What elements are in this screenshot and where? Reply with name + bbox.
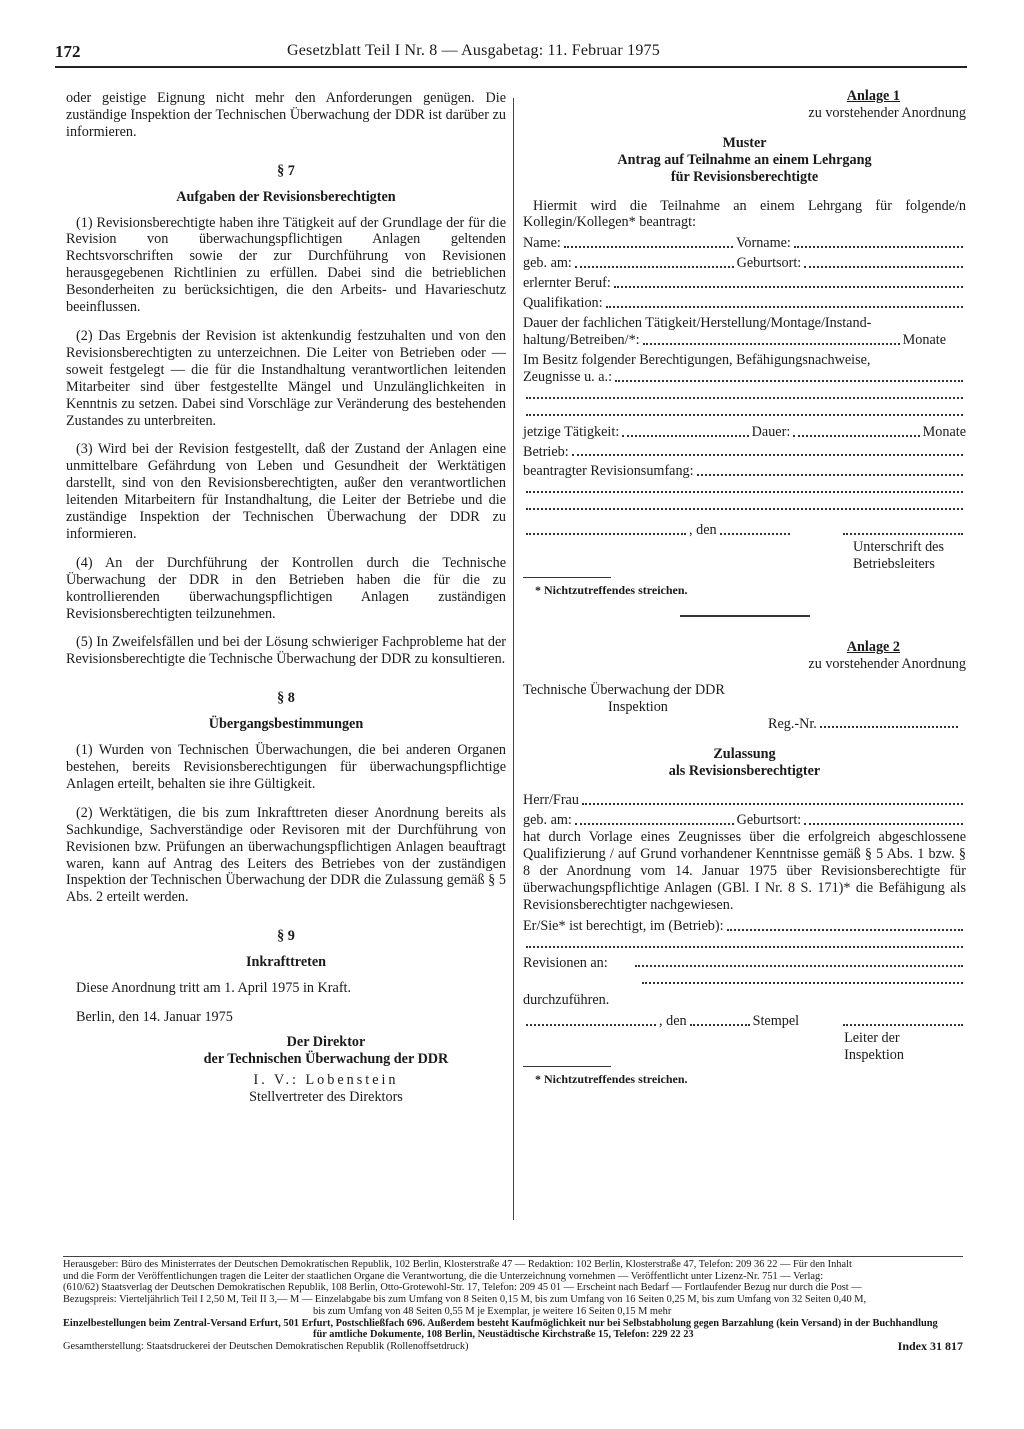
s8-paragraph-2: (2) Werktätigen, die bis zum Inkrafttreten dieser Anordnung bereits als Sachkundige, Sachverständige oder Revisoren mit der Durchführung von Revisionen bzw. Prüfungen an überwachungspflichtigen Anlagen beauftragt waren, kann auf Antrag des Leiters des Betriebes von der zuständigen Inspektion der Technischen Überwachung der DDR die Zulassung gemäß § 5 Abs. 2 erteilt werden.	[66, 804, 506, 906]
section-8-number: § 8	[277, 690, 295, 707]
scope-line-3	[523, 497, 966, 514]
anlage-2-title-1: Zulassung	[713, 746, 776, 763]
footnote-rule	[523, 577, 611, 578]
anlage-1-title-2: für Revisionsberechtigte	[670, 168, 819, 185]
column-divider	[513, 98, 514, 1220]
authorized-field: Er/Sie* ist berechtigt, im (Betrieb):	[523, 918, 966, 935]
separator-line	[680, 615, 810, 617]
place-date: Berlin, den 14. Januar 1975	[76, 1008, 233, 1025]
signature-label-2: Betriebsleiters	[852, 556, 935, 573]
anlage-2-body: hat durch Vorlage eines Zeugnisses über die erfolgreich abgeschlossene Qualifizierung / auf Grund vorhandener Kenntnisse gemäß § 5 Abs. 1 bzw. § 8 der Anordnung vom 14. Januar 1975 über Revisionsberechtigte für überwachungspflichtige Anlagen (GBl. I Nr. 8 S. 171)* die Befähigung als Revisionsberechtigter nachgewiesen.	[523, 829, 966, 913]
imprint-line-6: Einzelbestellungen beim Zentral-Versand Erfurt, 501 Erfurt, Postschließfach 696. Außerdem besteht Kaufmöglichkeit nur bei Selbstabholung gegen Barzahlung (kein Versand) in der Buchhandlung	[63, 1317, 938, 1329]
right-column	[523, 88, 966, 1088]
page-header	[55, 40, 967, 68]
signature-title-1: Der Direktor	[286, 1033, 366, 1050]
certificates-field: Zeugnisse u. a.:	[523, 369, 966, 386]
current-activity-field: jetzige Tätigkeit: Dauer: Monate	[523, 423, 966, 440]
imprint-line-5: bis zum Umfang von 48 Seiten 0,55 M je Exemplar, je weitere 16 Seiten 0,15 M mehr	[313, 1305, 672, 1317]
anlage-1-date-line: , den	[523, 522, 966, 539]
s7-paragraph-2: (2) Das Ergebnis der Revision ist aktenkundig festzuhalten und von den Revisionsberechtigten zu unterzeichnen. Die Leiter von Betrieben oder — soweit festgelegt — die für die Instandhaltung verantwortlichen leitenden Mitarbeiter sind über festgestellte Mängel und Unzulänglichkeiten in Kenntnis zu setzen. Dabei sind Vorschläge zur Veränderung des bestehenden Zustandes zu unterbreiten.	[66, 327, 506, 429]
signature-name: I. V.: Lobenstein	[253, 1071, 399, 1088]
imprint-line-1: Herausgeber: Büro des Ministerrates der Deutschen Demokratischen Republik, 102 Berlin, Klosterstraße 47 — Redaktion: 102 Berlin, Klosterstraße 47, Telefon: 209 36 22 — Für den Inhalt	[63, 1259, 852, 1270]
s7-paragraph-5: (5) In Zweifelsfällen und bei der Lösung schwieriger Fachprobleme hat der Revisionsberechtigte die Technische Überwachung der DDR zu konsultieren.	[66, 634, 506, 668]
leiter-label-1: Leiter der	[844, 1030, 900, 1047]
anlage-2-label: Anlage 2	[846, 638, 900, 655]
footnote-rule-2	[523, 1066, 611, 1067]
org-name: Technische Überwachung der DDR	[523, 681, 725, 698]
anlage-1-intro: Hiermit wird die Teilnahme an einem Lehrgang für folgende/n Kollegin/Kollegen* beantragt:	[523, 197, 966, 231]
anlage-2-footnote: * Nichtzutreffendes streichen.	[535, 1072, 688, 1087]
anlage-1-muster: Muster	[722, 134, 767, 151]
imprint-line-2: und die Form der Veröffentlichungen tragen die Leiter der staatlichen Organe die Verantwortung, die die Unterzeichnung vornehmen — Veröffentlicht unter Lizenz-Nr. 751 — Verlag:	[63, 1270, 824, 1282]
certificates-line-2	[523, 386, 966, 403]
imprint	[63, 1256, 963, 1353]
anlage-2-birth-field: geb. am: Geburtsort:	[523, 812, 966, 829]
s7-paragraph-1: (1) Revisionsberechtigte haben ihre Tätigkeit auf der Grundlage der für die Revision von überwachungspflichtigen Anlagen geltenden Rechtsvorschriften sowie der zur Durchführung von Revisionen herausgegebenen Richtlinien zu erfüllen. Dabei sind die betrieblichen Besonderheiten zu berücksichtigen, die den Arbeits- und Havarieschutz beeinflussen.	[66, 214, 506, 316]
revisions-field: Revisionen an:	[523, 955, 966, 972]
section-7-number: § 7	[277, 162, 295, 179]
index-number: Index 31 817	[897, 1338, 963, 1353]
reg-number-field: Reg.-Nr.	[523, 716, 966, 733]
leiter-label-2: Inspektion	[844, 1047, 904, 1064]
signature-label-1: Unterschrift des	[852, 539, 944, 556]
page-number: 172	[55, 42, 81, 61]
revisions-line-2	[523, 971, 966, 988]
scope-field: beantragter Revisionsumfang:	[523, 463, 966, 480]
s7-paragraph-4: (4) An der Durchführung der Kontrollen durch die Technische Überwachung der DDR in den Betrieben haben die für die zu kontrollierenden überwachungspflichtigen Anlagen zuständigen Revisionsberechtigten teilzunehmen.	[66, 554, 506, 622]
authorized-line-2	[523, 935, 966, 952]
anlage-2-title-2: als Revisionsberechtigter	[668, 763, 821, 780]
imprint-line-3: (610/62) Staatsverlag der Deutschen Demokratischen Republik, 108 Berlin, Otto-Grotewohl-Str. 17, Telefon: 209 45 01 — Erscheint nach Bedarf — Fortlaufender Bezug nur durch die Post —	[63, 1282, 862, 1294]
birth-field: geb. am: Geburtsort:	[523, 255, 966, 272]
left-column	[66, 90, 506, 1106]
durchfuehren-label: durchzuführen.	[523, 992, 610, 1009]
org-inspektion: Inspektion	[608, 698, 668, 715]
anlage-1-label: Anlage 1	[846, 88, 900, 104]
s7-paragraph-3: (3) Wird bei der Revision festgestellt, daß der Zustand der Anlagen eine unmittelbare Gefährdung von Leben und Gesundheit der Werktätigen darstellt, sind von den Revisionsberechtigten, außer den verantwortlichen leitenden Mitarbeitern für Instandhaltung, die Leiter der Betriebe und die zuständige Inspektion der Technischen Überwachung der DDR zu informieren.	[66, 441, 506, 542]
scope-line-2	[523, 480, 966, 497]
anlage-1-ref: zu vorstehender Anordnung	[808, 104, 966, 121]
imprint-line-8: Gesamtherstellung: Staatsdruckerei der Deutschen Demokratischen Republik (Rollenoffsetdruck)	[63, 1340, 469, 1352]
anlage-1-footnote: * Nichtzutreffendes streichen.	[535, 583, 688, 598]
qualification-field: Qualifikation:	[523, 295, 966, 312]
profession-field: erlernter Beruf:	[523, 275, 966, 292]
company-field: Betrieb:	[523, 444, 966, 461]
imprint-line-7: für amtliche Dokumente, 108 Berlin, Neustädtische Kirchstraße 15, Telefon: 229 22 23	[313, 1329, 694, 1341]
certificates-label: Im Besitz folgender Berechtigungen, Befähigungsnachweise,	[523, 351, 871, 368]
anlage-1-title-1: Antrag auf Teilnahme an einem Lehrgang	[617, 151, 872, 168]
certificates-line-3	[523, 403, 966, 420]
gazette-title: Gesetzblatt Teil I Nr. 8 — Ausgabetag: 11. Februar 1975	[287, 42, 660, 59]
duration-field: haltung/Betreiben/*: Monate	[523, 331, 946, 348]
signature-title-2: der Technischen Überwachung der DDR	[203, 1050, 449, 1067]
herr-frau-field: Herr/Frau	[523, 792, 966, 809]
name-field: Name: Vorname:	[523, 235, 966, 252]
section-9-number: § 9	[277, 928, 295, 945]
duration-label: Dauer der fachlichen Tätigkeit/Herstellung/Montage/Instand-	[523, 314, 872, 331]
imprint-line-4: Bezugspreis: Vierteljährlich Teil I 2,50 M, Teil II 3,— M — Einzelabgabe bis zum Umfang von 8 Seiten 0,15 M, bis zum Umfang von 16 Seiten 0,25 M, bis zum Umfang von 32 Seiten 0,40 M,	[63, 1294, 867, 1306]
s9-paragraph-1: Diese Anordnung tritt am 1. April 1975 in Kraft.	[76, 980, 352, 997]
section-9-title: Inkrafttreten	[245, 954, 327, 971]
intro-paragraph: oder geistige Eignung nicht mehr den Anforderungen genügen. Die zuständige Inspektion der Technischen Überwachung der DDR ist darüber zu informieren.	[66, 90, 506, 140]
signature-role: Stellvertreter des Direktors	[249, 1088, 403, 1105]
anlage-2-ref: zu vorstehender Anordnung	[808, 655, 966, 672]
anlage-2-date-line: , den Stempel	[523, 1013, 966, 1030]
section-8-title: Übergangsbestimmungen	[208, 716, 364, 733]
s8-paragraph-1: (1) Wurden von Technischen Überwachungen, die bei anderen Organen bestehen, bereits Revisionsberechtigungen für überwachungspflichtige Anlagen erteilt, behalten sie ihre Gültigkeit.	[66, 742, 506, 792]
section-7-title: Aufgaben der Revisionsberechtigten	[176, 188, 396, 205]
